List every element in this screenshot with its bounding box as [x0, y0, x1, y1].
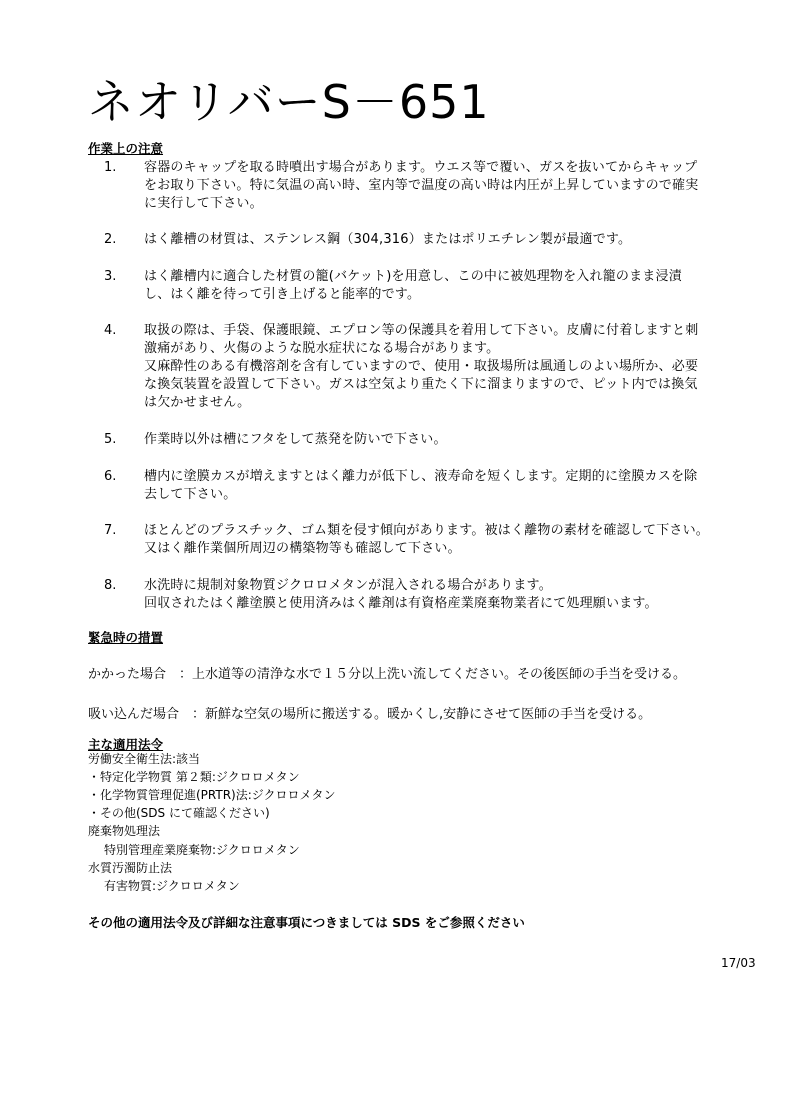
item-line: 去して下さい。	[144, 487, 237, 502]
law-line: 特別管理産業廃棄物:ジクロロメタン	[104, 843, 300, 857]
item-number: 2.	[104, 232, 117, 247]
item-number: 4.	[104, 323, 117, 338]
item-line: 水洗時に規制対象物質ジクロロメタンが混入される場合があります。	[144, 578, 552, 593]
work-precautions-heading: 作業上の注意	[88, 141, 164, 156]
sds-reference-note: その他の適用法令及び詳細な注意事項につきましては SDS をご参照ください	[88, 915, 525, 930]
item-line: 槽内に塗膜カスが増えますとはく離力が低下し、液寿命を短くします。定期的に塗膜カスを除	[144, 469, 698, 484]
item-line: 又麻酔性のある有機溶剤を含有していますので、使用・取扱場所は風通しのよい場所か、必要	[144, 359, 699, 374]
law-line: 水質汚濁防止法	[88, 861, 173, 875]
item-line: 又はく離作業個所周辺の構築物等も確認して下さい。	[144, 541, 461, 556]
law-line: ・その他(SDS にて確認ください)	[88, 806, 270, 820]
page-number: 17/03	[721, 956, 756, 970]
item-number: 5.	[104, 432, 117, 447]
item-line: ほとんどのプラスチック、ゴム類を侵す傾向があります。被はく離物の素材を確認して下さい。	[144, 523, 710, 538]
emergency-heading: 緊急時の措置	[88, 630, 164, 645]
item-line: はく離槽内に適合した材質の籠(バケット)を用意し、この中に被処理物を入れ籠のまま浸漬	[144, 269, 682, 284]
item-line: し、はく離を待って引き上げると能率的です。	[144, 287, 421, 302]
item-number: 8.	[104, 578, 117, 593]
item-line: 作業時以外は槽にフタをして蒸発を防いで下さい。	[144, 432, 447, 447]
law-line: 労働安全衛生法:該当	[88, 752, 201, 766]
item-line: な換気装置を設置して下さい。ガスは空気より重たく下に溜まりますので、ピット内では換気	[144, 377, 698, 392]
item-number: 6.	[104, 469, 117, 484]
item-line: 取扱の際は、手袋、保護眼鏡、エプロン等の保護具を着用して下さい。皮膚に付着しますと刺	[144, 323, 699, 338]
law-line: 有害物質:ジクロロメタン	[104, 879, 240, 893]
skin-contact-instruction: かかった場合 ：上水道等の清浄な水で１５分以上洗い流してください。その後医師の手当を受ける。	[88, 667, 687, 682]
applicable-laws-heading: 主な適用法令	[88, 737, 164, 752]
law-line: 廃棄物処理法	[88, 824, 161, 838]
law-line: ・化学物質管理促進(PRTR)法:ジクロロメタン	[88, 788, 336, 802]
item-number: 7.	[104, 523, 117, 538]
item-line: に実行して下さい。	[144, 196, 263, 211]
item-line: 回収されたはく離塗膜と使用済みはく離剤は有資格産業廃棄物業者にて処理願います。	[144, 596, 658, 611]
inhalation-instruction: 吸い込んだ場合 ：新鮮な空気の場所に搬送する。暖かくし,安静にさせて医師の手当を受ける。	[88, 707, 652, 722]
item-number: 1.	[104, 160, 117, 175]
item-line: は欠かせません。	[144, 395, 251, 410]
item-line: 激痛があり、火傷のような脱水症状になる場合があります。	[144, 341, 500, 356]
item-line: をお取り下さい。特に気温の高い時、室内等で温度の高い時は内圧が上昇していますので確実	[144, 178, 699, 193]
product-title: ネオリバーS－651	[88, 75, 490, 129]
law-line: ・特定化学物質 第２類:ジクロロメタン	[88, 770, 300, 784]
item-line: はく離槽の材質は、ステンレス鋼（304,316）またはポリエチレン製が最適です。	[144, 232, 632, 247]
item-number: 3.	[104, 269, 117, 284]
item-line: 容器のキャップを取る時噴出す場合があります。ウエス等で覆い、ガスを抜いてからキャップ	[144, 160, 698, 175]
